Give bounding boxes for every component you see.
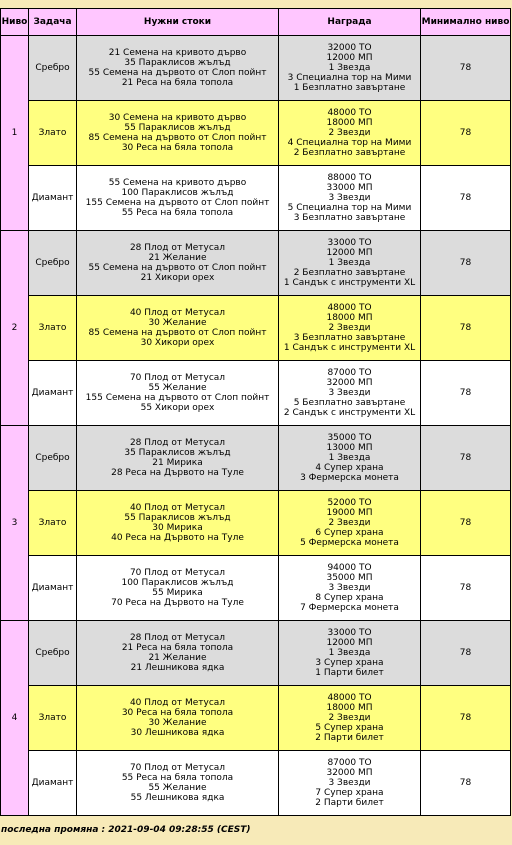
reward-cell [279, 101, 421, 166]
goods-item: 155 Семена на дървото от Слоп пойнт [85, 393, 270, 403]
reward-item: 35000 МП [326, 573, 373, 583]
min-level-cell: 78 [421, 491, 511, 556]
reward-item: 33000 ТО [327, 628, 372, 638]
goods-item: 100 Параклисов жълъд [121, 188, 234, 198]
header-task: Задача [29, 9, 77, 36]
reward-item: 1 Звезда [328, 63, 371, 73]
task-cell: Сребро [29, 621, 77, 686]
quest-table-container [0, 8, 510, 816]
reward-item: 1 Безплатно завъртане [293, 83, 406, 93]
goods-item: 21 Желание [148, 653, 207, 663]
reward-item: 94000 ТО [327, 563, 372, 573]
header-min-level: Минимално ниво [421, 9, 511, 36]
reward-item: 5 Фермерска монета [300, 538, 399, 548]
goods-item: 55 Семена на дървото от Слоп пойнт [88, 263, 267, 273]
reward-item: 3 Безплатно завъртане [293, 333, 406, 343]
min-level-cell: 78 [421, 296, 511, 361]
reward-item: 1 Сандък с инструменти XL [283, 278, 416, 288]
goods-item: 35 Параклисов жълъд [124, 58, 231, 68]
goods-item: 85 Семена на дървото от Слоп пойнт [88, 133, 267, 143]
reward-item: 2 Безплатно завъртане [293, 148, 406, 158]
goods-item: 28 Реса на Дървото на Туле [111, 468, 244, 478]
level-cell: 4 [1, 621, 29, 816]
goods-item: 30 Мирика [152, 523, 203, 533]
reward-item: 3 Безплатно завъртане [293, 213, 406, 223]
goods-item: 40 Плод от Метусал [129, 503, 226, 513]
goods-item: 28 Плод от Метусал [129, 633, 226, 643]
goods-cell [77, 621, 279, 686]
reward-item: 33000 МП [326, 183, 373, 193]
reward-cell [279, 231, 421, 296]
reward-item: 7 Фермерска монета [300, 603, 399, 613]
reward-item: 1 Звезда [328, 648, 371, 658]
reward-item: 3 Звезди [328, 778, 371, 788]
goods-item: 40 Реса на Дървото на Туле [111, 533, 244, 543]
task-cell: Злато [29, 101, 77, 166]
goods-item: 55 Хикори орех [140, 403, 215, 413]
goods-cell [77, 751, 279, 816]
goods-item: 55 Мирика [152, 588, 203, 598]
reward-item: 1 Звезда [328, 258, 371, 268]
goods-item: 40 Плод от Метусал [129, 698, 226, 708]
reward-item: 12000 МП [326, 638, 373, 648]
goods-item: 70 Плод от Метусал [129, 568, 226, 578]
reward-item: 35000 ТО [327, 433, 372, 443]
last-modified-note: последна промяна : 2021-09-04 09:28:55 (CEST) [1, 825, 251, 835]
reward-item: 2 Звезди [328, 518, 371, 528]
goods-item: 28 Плод от Метусал [129, 438, 226, 448]
min-level-cell: 78 [421, 36, 511, 101]
reward-cell [279, 751, 421, 816]
table-row [1, 621, 511, 686]
reward-item: 32000 МП [326, 768, 373, 778]
reward-item: 5 Супер храна [315, 723, 384, 733]
goods-item: 21 Реса на бяла топола [121, 643, 234, 653]
reward-item: 1 Парти билет [315, 668, 384, 678]
reward-cell [279, 426, 421, 491]
reward-item: 1 Звезда [328, 453, 371, 463]
goods-item: 85 Семена на дървото от Слоп пойнт [88, 328, 267, 338]
goods-item: 35 Параклисов жълъд [124, 448, 231, 458]
goods-item: 155 Семена на дървото от Слоп пойнт [85, 198, 270, 208]
table-row [1, 36, 511, 101]
reward-item: 88000 ТО [327, 173, 372, 183]
table-row [1, 491, 511, 556]
reward-item: 87000 ТО [327, 368, 372, 378]
level-cell: 3 [1, 426, 29, 621]
goods-cell [77, 166, 279, 231]
goods-cell [77, 296, 279, 361]
reward-item: 3 Звезди [328, 388, 371, 398]
goods-item: 21 Хикори орех [140, 273, 215, 283]
min-level-cell: 78 [421, 361, 511, 426]
reward-item: 3 Специална тор на Мими [287, 73, 412, 83]
goods-item: 30 Лешникова ядка [130, 728, 225, 738]
goods-item: 55 Параклисов жълъд [124, 123, 231, 133]
table-header-row [1, 9, 511, 36]
table-row [1, 426, 511, 491]
goods-item: 21 Реса на бяла топола [121, 78, 234, 88]
goods-item: 30 Хикори орех [140, 338, 215, 348]
table-row [1, 556, 511, 621]
level-cell: 1 [1, 36, 29, 231]
goods-item: 55 Семена на кривото дърво [108, 178, 247, 188]
reward-item: 2 Звезди [328, 713, 371, 723]
min-level-cell: 78 [421, 686, 511, 751]
reward-item: 13000 МП [326, 443, 373, 453]
reward-cell [279, 556, 421, 621]
task-cell: Сребро [29, 36, 77, 101]
task-cell: Диамант [29, 166, 77, 231]
reward-item: 33000 ТО [327, 238, 372, 248]
task-cell: Диамант [29, 751, 77, 816]
goods-item: 55 Реса на бяла топола [121, 773, 234, 783]
goods-item: 55 Параклисов жълъд [124, 513, 231, 523]
min-level-cell: 78 [421, 231, 511, 296]
level-cell: 2 [1, 231, 29, 426]
reward-cell [279, 166, 421, 231]
reward-item: 2 Сандък с инструменти XL [283, 408, 416, 418]
reward-item: 6 Супер храна [315, 528, 384, 538]
reward-item: 2 Безплатно завъртане [293, 268, 406, 278]
table-row [1, 361, 511, 426]
min-level-cell: 78 [421, 101, 511, 166]
goods-cell [77, 361, 279, 426]
header-goods: Нужни стоки [77, 9, 279, 36]
reward-cell [279, 621, 421, 686]
header-level: Ниво [1, 9, 29, 36]
reward-item: 8 Супер храна [315, 593, 384, 603]
goods-item: 55 Лешникова ядка [130, 793, 225, 803]
goods-item: 100 Параклисов жълъд [121, 578, 234, 588]
reward-item: 52000 ТО [327, 498, 372, 508]
goods-item: 30 Желание [148, 718, 207, 728]
reward-item: 3 Супер храна [315, 658, 384, 668]
reward-item: 2 Парти билет [315, 798, 384, 808]
reward-item: 4 Супер храна [315, 463, 384, 473]
goods-cell [77, 426, 279, 491]
table-row [1, 231, 511, 296]
reward-item: 87000 ТО [327, 758, 372, 768]
min-level-cell: 78 [421, 621, 511, 686]
table-row [1, 686, 511, 751]
task-cell: Диамант [29, 556, 77, 621]
goods-item: 21 Семена на кривото дърво [108, 48, 247, 58]
reward-item: 32000 МП [326, 378, 373, 388]
goods-item: 55 Семена на дървото от Слоп пойнт [88, 68, 267, 78]
goods-item: 55 Желание [148, 383, 207, 393]
task-cell: Злато [29, 491, 77, 556]
goods-cell [77, 686, 279, 751]
min-level-cell: 78 [421, 751, 511, 816]
reward-item: 2 Звезди [328, 323, 371, 333]
reward-cell [279, 361, 421, 426]
reward-item: 19000 МП [326, 508, 373, 518]
goods-item: 30 Реса на бяла топола [121, 143, 234, 153]
reward-item: 18000 МП [326, 118, 373, 128]
goods-item: 55 Реса на бяла топола [121, 208, 234, 218]
reward-cell [279, 36, 421, 101]
reward-item: 4 Специална тор на Мими [287, 138, 412, 148]
reward-item: 1 Сандък с инструменти XL [283, 343, 416, 353]
table-row [1, 101, 511, 166]
task-cell: Диамант [29, 361, 77, 426]
goods-item: 40 Плод от Метусал [129, 308, 226, 318]
goods-item: 30 Желание [148, 318, 207, 328]
reward-item: 7 Супер храна [315, 788, 384, 798]
goods-cell [77, 101, 279, 166]
goods-item: 70 Реса на Дървото на Туле [111, 598, 244, 608]
goods-item: 21 Лешникова ядка [130, 663, 225, 673]
goods-cell [77, 231, 279, 296]
reward-item: 18000 МП [326, 703, 373, 713]
reward-item: 2 Парти билет [315, 733, 384, 743]
reward-item: 3 Звезди [328, 583, 371, 593]
reward-item: 12000 МП [326, 53, 373, 63]
reward-item: 48000 ТО [327, 693, 372, 703]
goods-item: 30 Семена на кривото дърво [108, 113, 247, 123]
table-row [1, 296, 511, 361]
reward-item: 3 Фермерска монета [300, 473, 399, 483]
goods-item: 55 Желание [148, 783, 207, 793]
reward-cell [279, 296, 421, 361]
min-level-cell: 78 [421, 166, 511, 231]
goods-item: 21 Мирика [152, 458, 203, 468]
reward-item: 48000 ТО [327, 303, 372, 313]
reward-item: 18000 МП [326, 313, 373, 323]
goods-item: 70 Плод от Метусал [129, 763, 226, 773]
reward-cell [279, 686, 421, 751]
table-row [1, 166, 511, 231]
task-cell: Сребро [29, 426, 77, 491]
goods-item: 70 Плод от Метусал [129, 373, 226, 383]
table-row [1, 751, 511, 816]
task-cell: Злато [29, 686, 77, 751]
quest-table [0, 8, 511, 816]
task-cell: Злато [29, 296, 77, 361]
reward-item: 5 Специална тор на Мими [287, 203, 412, 213]
reward-cell [279, 491, 421, 556]
goods-item: 28 Плод от Метусал [129, 243, 226, 253]
reward-item: 12000 МП [326, 248, 373, 258]
min-level-cell: 78 [421, 426, 511, 491]
goods-cell [77, 491, 279, 556]
goods-cell [77, 556, 279, 621]
goods-cell [77, 36, 279, 101]
task-cell: Сребро [29, 231, 77, 296]
reward-item: 2 Звезди [328, 128, 371, 138]
reward-item: 32000 ТО [327, 43, 372, 53]
reward-item: 3 Звезди [328, 193, 371, 203]
goods-item: 30 Реса на бяла топола [121, 708, 234, 718]
reward-item: 48000 ТО [327, 108, 372, 118]
reward-item: 5 Безплатно завъртане [293, 398, 406, 408]
goods-item: 21 Желание [148, 253, 207, 263]
min-level-cell: 78 [421, 556, 511, 621]
header-reward: Награда [279, 9, 421, 36]
